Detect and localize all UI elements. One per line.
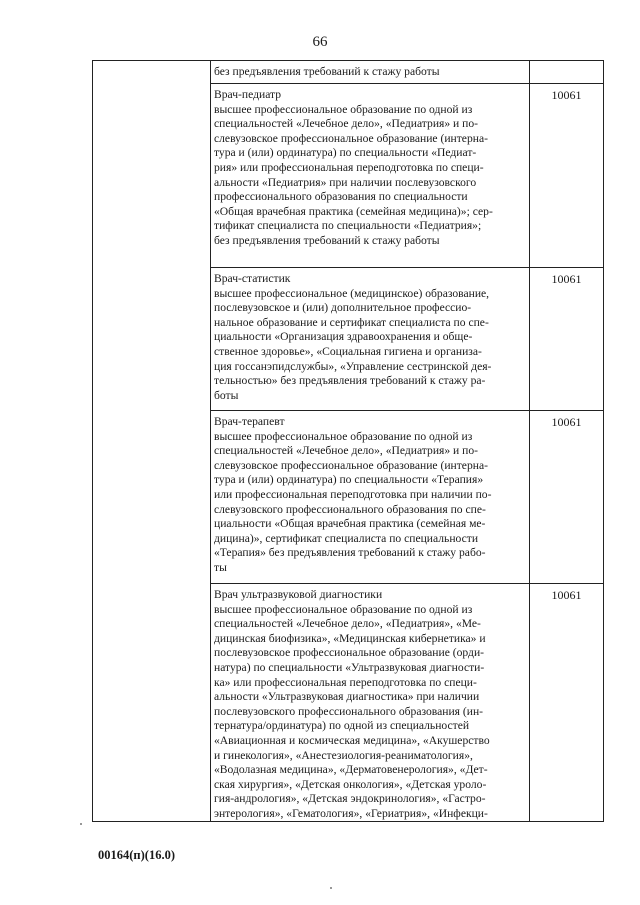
table-row: [210, 410, 603, 584]
qualification-table: [92, 60, 604, 822]
row-code: 10061: [551, 415, 582, 429]
row-text-line: высшее профессиональное образование по одной из: [214, 102, 473, 116]
row-text-line: слевузовское профессиональное образование (интерна-: [214, 131, 488, 145]
row-text-line: энтерология», «Гематология», «Гериатрия», «Инфекци-: [214, 806, 488, 820]
row-text-line: ственное здоровье», «Социальная гигиена и организа-: [214, 344, 482, 358]
row-text-line: или профессиональная переподготовка при наличии по-: [214, 487, 492, 501]
row-text-line: нальное образование и сертификат специалиста по спе-: [214, 315, 489, 329]
table-row: [210, 61, 603, 83]
row-code: 10061: [551, 272, 582, 286]
table-row: [210, 583, 603, 821]
row-text-line: без предъявления требований к стажу работы: [214, 233, 440, 247]
row-text-line: слевузовского профессионального образования по спе-: [214, 502, 486, 516]
row-text-line: ка» или профессиональная переподготовка по специ-: [214, 675, 477, 689]
row-text-line: «Общая врачебная практика (семейная медицина)»; сер-: [214, 204, 493, 218]
row-text-line: альности «Педиатрия» при наличии послевузовского: [214, 175, 477, 189]
row-text-line: профессионального образования по специальности: [214, 190, 468, 204]
row-text-line: ция госсанэпидслужбы», «Управление сестринской дея-: [214, 359, 492, 373]
row-text-line: «Авиационная и космическая медицина», «Акушерство: [214, 733, 490, 747]
page-number: 66: [312, 34, 328, 50]
row-text-line: высшее профессиональное (медицинское) образование,: [214, 286, 490, 300]
row-text-line: Врач-терапевт: [214, 415, 285, 428]
row-text-line: высшее профессиональное образование по одной из: [214, 602, 473, 616]
row-text-line: высшее профессиональное образование по одной из: [214, 429, 473, 443]
row-code: 10061: [551, 88, 582, 102]
scan-speck: [330, 887, 332, 889]
row-text-line: «Водолазная медицина», «Дерматовенерология», «Дет-: [214, 763, 488, 777]
scan-speck: [80, 823, 82, 825]
row-text-line: без предъявления требований к стажу работы: [214, 65, 440, 78]
table-row: [210, 83, 603, 268]
row-code: 10061: [551, 588, 582, 602]
row-text-line: Врач-статистик: [214, 272, 291, 285]
row-text-line: специальностей «Лечебное дело», «Педиатрия» и по-: [214, 117, 479, 131]
row-text-line: «Терапия» без предъявления требований к стажу рабо-: [214, 546, 486, 560]
row-text-line: специальностей «Лечебное дело», «Педиатрия», «Ме-: [214, 617, 481, 631]
row-text-line: Врач ультразвуковой диагностики: [214, 588, 383, 601]
row-text: [214, 588, 526, 822]
row-text-line: ты: [214, 560, 227, 574]
row-text-line: гия-андрология», «Детская эндокринология», «Гастро-: [214, 792, 486, 806]
row-text-line: тельностью» без предъявления требований к стажу ра-: [214, 374, 486, 388]
row-text-line: слевузовское профессиональное образование (интерна-: [214, 458, 488, 472]
row-text-line: Врач-педиатр: [214, 88, 282, 101]
row-text-line: ская хирургия», «Детская онкология», «Детская уроло-: [214, 777, 487, 791]
row-text-line: циальности «Общая врачебная практика (семейная ме-: [214, 517, 486, 531]
row-text-line: послевузовского профессионального образования (ин-: [214, 704, 484, 718]
row-text-line: тура и (или) ординатура) по специальности «Терапия»: [214, 473, 484, 487]
document-footer-code: 00164(п)(16.0): [98, 848, 175, 862]
row-text-line: натура) по специальности «Ультразвуковая диагности-: [214, 660, 485, 674]
row-text-line: рия» или профессиональная переподготовка по специ-: [214, 160, 484, 174]
row-text-line: дицинская биофизика», «Медицинская кибернетика» и: [214, 631, 486, 645]
row-text: [214, 272, 526, 403]
row-text-line: тернатура/ординатура) по одной из специальностей: [214, 719, 470, 733]
row-text-line: циальности «Организация здравоохранения и обще-: [214, 330, 473, 344]
row-text-line: тификат специалиста по специальности «Педиатрия»;: [214, 219, 482, 233]
row-text-line: боты: [214, 388, 239, 402]
row-text-line: тура и (или) ординатура) по специальности «Педиат-: [214, 146, 477, 160]
row-text-line: дицина)», сертификат специалиста по специальности: [214, 531, 479, 545]
row-text: [214, 415, 526, 576]
row-text-line: послевузовское профессиональное образование (орди-: [214, 646, 485, 660]
row-text: [214, 88, 526, 249]
row-text-line: специальностей «Лечебное дело», «Педиатрия» и по-: [214, 444, 479, 458]
row-text-line: и гинекология», «Анестезиология-реаниматология»,: [214, 748, 473, 762]
row-text: [214, 65, 526, 80]
row-text-line: послевузовское и (или) дополнительное профессио-: [214, 301, 472, 315]
table-row: [210, 267, 603, 411]
row-text-line: альности «Ультразвуковая диагностика» при наличии: [214, 690, 480, 704]
